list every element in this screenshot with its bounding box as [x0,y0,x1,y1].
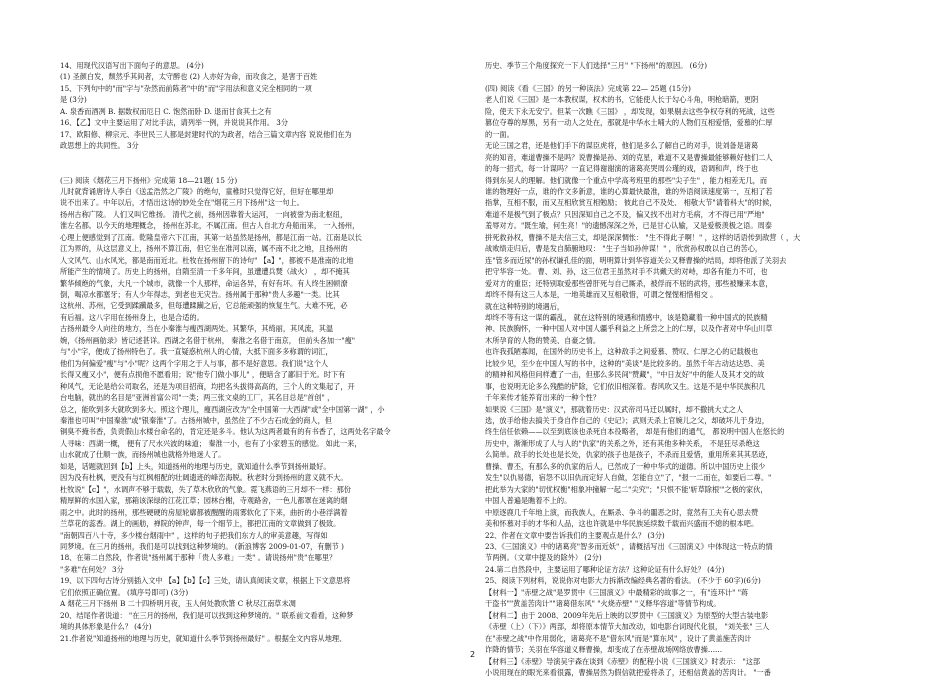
text-line: 铜臭不掩书香，负责假山水楼台命名的，肯定还是多斗。他认为这两者最有的有书香了，这两处名字最令 [60,427,391,437]
text-line: 同梦境。在三月的扬州，我们是可以找到这种梦境的。 (新浪博客 2009-01-07，有删节 ) [60,542,344,551]
text-line: 说不出来了。中年以后，才悟出这诗的妙处全在"烟花三月下扬州"这一句上。 [60,198,304,208]
text-line: 诈降的情节；关羽在华容道义释曹操，却变成了在赤壁战场网络放曹操…… [485,645,723,655]
text-line: 神、民族胸怀，一种中国人对中国人疆乎利益之上所尝之上的仁厚，以及作者对中华山川草 [485,324,773,334]
text-line: 境的具体形象是什么？ (4分) [60,622,152,632]
text-line: 杜牧说"【c】"，水调声不够于载载，失了草木欣欣的气象。霓飞燕语的三月却不一样：那份 [60,484,351,494]
text-line: 扬州古称广陵。 人们又叫它维扬。 清代之前，扬州因靠着大运河， 一向被誉为南北枢纽， [60,209,348,219]
text-line: 倒，喝凉水都塞牙；有人少年得志，到老也无灾告。扬州属于那种"贵人多趣"一类。比其 [60,290,340,300]
text-line: 却终不等有这一谋的霸乱， 就在这特别的境遇和情感中，该是隐藏着一种中国式的民族精 [485,312,768,322]
text-line: 政思想上的共同性。 3分 [60,141,139,151]
text-line: 【材料一】"赤壁之战"是罗贯中《三国演义》中最精彩的故事之一，有"连环计" "蒋 [485,587,749,597]
text-line: 羞辱对方。"既生瑜，何生亮！"的遗憾深深之外，已是甘心认输，又是爱极羡极之语。周泰 [485,221,772,231]
text-line: "南朝四百八十寺，多少楼台烟雨中" ，这样的句子把我们东方人的审美意趣，写得如 [60,530,328,540]
text-line: 【材料三】《赤壁》导演吴宇森在谈到《赤壁》的配程小说《三国演义》时表示： "这部 [485,656,761,666]
left-column [60,60,468,644]
text-line: 比较少见，至少在中国人写的书中，这种的"美谈"是比较多的。虽然千年古动达达恐、美 [485,358,765,368]
text-line: 也许我孤陋寡闻，在国外的历史书上，这种敌手之间爱慕、赞叹、仁厚之心的记载极也 [485,347,759,357]
text-line: 无论三国之君，还是他们手下的谋臣虎将，他们是多么了解自己的对手，说刘备是诸葛 [485,141,759,151]
text-line: 21.作者说"知道扬州的地理与历史，就知道什么季节到扬州最好" 。根据全文内容从地理、 [60,633,347,643]
text-line: 的每一招式，每一计谋吗？一直记得谢谢演的诸葛亮哭周公瑾的戏，语调和声，终于也 [485,164,759,174]
text-line: 儿时就背诵唐诗人李白《送孟浩然之广陵》的绝句，童稚时只觉得它好，但好在哪里却 [60,186,334,196]
text-line: 19、以下四句古诗分别插入文中 【a】【b】【c】三处，请认真阅读文章，根据上下文意思将 [60,576,351,586]
text-line: 历史中，渐渐形成了人与人的"仇家"的关系之外，还有其他多种关系， 不是狂尽杀绝这 [485,438,760,448]
text-line: 16、【乙】文中主要运用了对比手法，请列举一例，并说说其作用。 3分 [60,118,289,128]
text-line: 繁华倾绝的气象，大凡一个城市，就像一个人那样，命运各异，有好有坏。有人终生困顿潦 [60,278,348,288]
text-line: 曹操、曹丕，有那么多的仇家的后人，已然成了一种中华式的道德。所以中国历史上很少 [485,461,766,471]
text-line: 就在这种特别的境遇后， [485,301,565,311]
text-line: 淮左名都。以今天的地理概念， 扬州在苏北，不属江南。但古人自北方舟船而来， 一入扬州， [60,221,360,231]
text-line: 难道不是极气到了极点？只因深知自己之不及，偏又找不出对方毛病，才不得已用"严地" [485,209,765,219]
text-line: 古扬州最令人向往的地方，当在小秦淮与瘦西湖两处。其繁华，其绮丽，其风流，其温 [60,324,334,334]
text-line: 发生"以仇易德，宿怨不以旧仇而定好人自做，怎能自立"了，"报一二而在，如要后二尊。" [485,473,772,483]
text-line [485,71,893,82]
text-line: 把此举为大家的"切忧权衡"相象冲撞解一起二"尖究"；"只恨不能'斩草除根'"之极的家伙， [485,484,768,494]
text-line: 兰草花的蕊香。湖上的画舫，禅院的钟声，每一个细节上，都把江南的文章做到了极致。 [60,519,341,529]
text-line: 得到东吴人的理解。他们就像一个重点中学高考班里的那些"尖子生" ，能力相差无几，而 [485,175,768,185]
right-column [485,60,893,678]
text-line: 险，使天下永无安宁。但某一次瞧《三国》 ，却发现，如果剔去这些争权夺利的死战，这些 [485,106,775,116]
text-line: 历史、季节三个角度探究一下人们选择"三月" "下扬州"的原因。 (6分) [485,61,708,70]
text-line: 秦淮也可叫"中国秦淮"或"银秦淮"了。古扬州城中，虽然住了不少古石成金的商人，但 [60,416,332,426]
text-line: 的一面。 [485,129,514,139]
text-line: 篡位夺尊的厚黑，另有一动人之处在，那就是中华水土哺大的人物们互相爱惜，爱慕的仁厚 [485,118,773,128]
text-line: 人文风气、山水风光，都是南而近北。杜牧在扬州留下的诗句" 【a】"，都被不是准南的北地 [60,255,354,265]
text-line: 指掌，互相不服，而又互相欣赏互相勉励； 彼此自己不及处、 相敬大节"请着科大"的时候， [485,198,777,208]
text-line: 15、下列句中的"而"字与"杂然而前陈者"中的"而"字用法和意义完全相同的一项 [60,83,312,93]
text-line: 【材料二】由于 2008、2009年先后上映的以罗贯中《三国演义》为原型的大型古装电影 [485,610,769,620]
text-line: 有后福。这八字用在扬州身上，也是合适的。 [60,312,204,322]
text-line: "多难"在何处？ 3分 [60,564,124,574]
text-line: 种风气，无论是给公司取名，还是为项目招商，均把名头拔得高高的，三个人的文集起了，开 [60,381,355,391]
text-line: 长得又瘦又小"，便有点损他不愿看用；说"他专门做小事儿" ，便暗含了鄙旧于光。时下有 [60,370,346,380]
text-line [60,163,468,174]
text-line: 它们依照正确位置。 (填序号即可) (3分) [60,587,189,597]
text-line: 在"赤壁之战"中作用弱化，诸葛亮不是"借东风"而是"算东风" ，设计了黄盖施苦肉计 [485,633,752,643]
text-line: (1) 圣颜白发，颓然乎其间者，太守醉也 (2) 人亦好为命，而攻食之，是害于百姓 [60,72,318,82]
text-line: 美和怀慕对手的才华和人品，这也许就是中华民族延续数千载而兴盛而不熄的根本吧。 [485,519,759,529]
text-line: A 烟花三月下扬州 B 二十四桥明月夜，玉人何处教吹箫 C 秋尽江南草未凋 [60,599,296,609]
text-line: 心理上便感觉到了江南。乾隆皇帝六下江南，其第一站虽然是扬州，都是江南一站。江南是以长 [60,232,362,242]
text-line: 因为没有杜枫，更没有与红枫相配的壮阔遗迹的峰峦海脱。秋老时分到扬州的意义就不大。 [60,473,348,483]
text-line: 14、用现代汉语写出下面句子的意思。 (4分) [60,61,204,70]
text-line: 千年来传才能养育出来的一种个性？ [485,393,601,403]
text-line: 20、结尾作者说道： "在三月的扬州，我们是可以找到这种梦境的。" 联系前文看看，这种梦 [60,610,354,620]
text-line: 的精神和风格但问样遭了一击，但那么多民间"赞藏"，"中日友好"中的能人及其才交的故 [485,370,765,380]
text-line: 却终不得有这三人本是，一地英雄而又互相敬惜，可谓之惺惺相惜相交 。 [485,290,718,300]
text-line: 事，也说明无论多么残酷的铲除，它们依旧相深着。春风吹又生。这是不是中华民族积几 [485,381,766,391]
text-line: 25、阅读下列材料，说说你对电影大力拆渐改编经典名著的看法。 (不少于 60字)(6分) [485,576,761,586]
text-line: 如果说《三国》是"演义"，那就着历史：汉武帝司马迁以属时，却不撒挑大丈之人 [485,404,744,414]
text-line: 22、作者在文章中要告诉我们的主要观点是什么？ (3分) [485,530,665,540]
text-line: (四) 阅读《看《三国》的另一种读法》完成第 22— 25题 (15分) [485,83,691,93]
text-line: 《赤壁（上）（下）》两部，却将原本情节大加改动，如电影台词现代化很， "刘关张" 三人 [485,622,770,632]
text-line: 如是，话题就回到【b】上头，知道扬州的地理与历史，就知道什么季节到扬州最好。 [60,461,331,471]
text-line: 老人们说《三国》是一本教权谋，权术的书，它能使人长于勾心斗角，明枪暗箭，更阴 [485,95,759,105]
text-line: 他们为何偏爱"瘦"与"小"呢？这两个字用之于人与事，都不是好意思。我们说"这个人 [60,358,329,368]
text-line: 18、在第二自然段，作者说"扬州属于那种「贵人多难」一类" 。请说扬州"贵"在哪里？ [60,553,337,563]
text-line: 小说用现在的眼光来看很露，曹操居然为假信就把爱将杀了，还相信黄盖的苦肉计。 "一番 [485,668,771,677]
text-line: 所能产生的情境了。历史上的扬州，自隋至清一千多年间，虽遭遭兵燹（战火） ，却不掩其 [60,267,350,277]
text-line: 中原逐鹿几千年地上演，而我族人，在厮杀、争斗的噩恶之时，竟然有工夫有心思去赞 [485,507,759,517]
text-line: 台电脑，就出的名目是"亚洲首富公司"一类；两三张文桌的工厂，其名目总是"首创" ， [60,393,335,403]
text-line: 么简单。敌手的长处也是长处，仇家的孩子也是孩子，不杀而且爱惜，重用所来其其恶迹， [485,450,773,460]
text-line: 总之，能吹到多大就吹到多大。照这个理儿，瘦西湖应改为"全中国第一大西湖"或"全中国第一湖" ，小 [60,404,385,414]
text-line: 亮的知音，难道曹操不是吗？说曹操是孙、刘的克星，难道不又是曹操最能够赖好他们二人 [485,152,773,162]
text-line: 是 (3分) [60,95,87,105]
text-line: 选，放手给他去搞关于身自作自己的《史记》；武则天杀上官婉儿之父，却破坏儿于身边， [485,416,769,426]
text-line: 干盗书""黄盖苦肉计""诸葛借东风" "火烧赤壁" "义释华容道"等情节构成。 [485,599,721,609]
text-line: 婉，《扬州画舫录》皆记述甚详。西湖之名借于杭州， 秦淮之名借于南京， 但前头各加一"瘦" [60,335,356,345]
text-line: 山水就成了仕顺一族，而扬州城也就格外地迷人了。 [60,450,226,460]
text-line: 23、《三国演义》中的诸葛亮"智多而近妖" ，请概括写出《三国演义》中体现这一特点的情 [485,542,773,552]
text-line: 木所孕育的人物的赞美、自豪之情。 [485,335,601,345]
text-line: 江为界的，从这层意义上，扬州不算江南，但它坐在准河以南，属不南不北之地，且扬州的 [60,244,348,254]
text-line: 17、欧阳修、柳宗元、李世民三人都是封建时代的为政者，结合三篇文章内容 说说他们在为 [60,129,352,139]
text-line: 雨之中。此时的扬州，那些硬硬的房屋轮廓都被醒醒的雨雾软化了下来，曲折的小巷浮满着 [60,507,348,517]
text-line: 精厚鲜的水国入家，那箱该深绿的江花江草；园林台榭，寺观路舍，一色儿都罩在迷离的烟 [60,496,348,506]
page-number: 2 [470,650,476,659]
text-line: 中国人普遍是瞧着不上的。 [485,496,572,506]
text-line: 24.第二自然段中，主要运用了哪种论证方法？这种论证有什么好处？ (4分) [485,564,725,574]
text-line: (三) 阅读《烟花三月下扬州》完成第 18—21题( 15 分) [60,175,238,185]
text-line: 把守华容一处。 曹、刘、孙，这三位君王虽然对手不共戴天的对峙，却各有能力不可，也 [485,267,768,277]
text-line: 节两例。（文章中提及的除外） (2分) [485,553,602,563]
text-line: 爱对方的重臣；还特别取爱那些曾肝死与自己厮杀，被俘而不屈的武将，那些被赚来本意， [485,278,773,288]
text-line: 拼死救孙权，曹操不是夫信三丈，却是深深惆怅： "生不得此子啊！" ，这样的话语传到敌营（ ，大 [485,232,801,242]
text-line: A. 泉香而酒冽 B. 据数权而厄日 C. 饱然而卧 D. 退而甘食其土之有 [60,106,272,116]
text-line: 战败绩走归后，曹是发自肺腑地叹： "生子当如孙仲谋！" ，欣赏孙权敢以自己的苦心， [485,244,763,254]
text-line: 与"小"字，便成了扬州特色了。我一直疑惑杭州人的心情，大抵下面多多称谓的词汇， [60,347,333,357]
text-line: 连"管多而近尿"的孙权谦孔佳的面，明明算计到华容道关公又释曹操的结局，却将他派了关羽去 [485,255,787,265]
text-line: 人寻味：西湖一概， 便有了尺水兴波的味道； 秦淮一小，也有了小家碧玉的感觉。 如此一来， [60,438,362,448]
text-line: 这杭州、苏州，它受到蹂躏最多，但每遭蹂躏之后，它总能顽强的恢复生气。大难不死，必 [60,301,348,311]
text-line [60,152,468,163]
text-line: 谁的物理好一点，谁的作文多新意，谁的心算最快最准，谁的外语阅读速度第一，互相了若 [485,186,773,196]
text-line: 终生信任依赖——以至到底该也杀死自本役略者， 却是有他们的通气， 都说明中国人在悠长的 [485,427,785,437]
